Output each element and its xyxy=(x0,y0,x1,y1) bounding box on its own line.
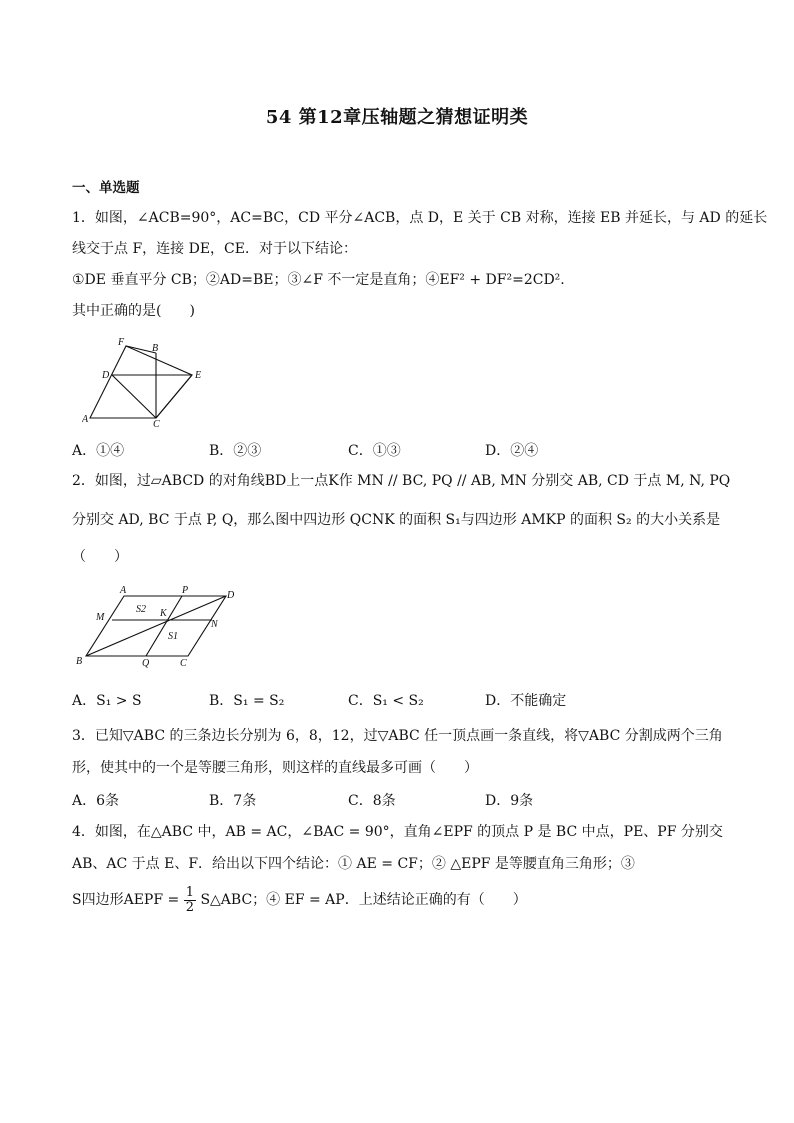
q1-line-4: 其中正确的是( ) xyxy=(72,303,195,319)
q1-label-d: D xyxy=(102,370,110,381)
q3-option-c: C．8条 xyxy=(348,793,396,809)
q2-label-c: C xyxy=(180,658,187,668)
q2-label-m: M xyxy=(96,612,105,623)
q1-label-b: B xyxy=(152,343,159,354)
q1-option-a: A．①④ xyxy=(72,443,125,459)
q4-fraction-numerator: 1 xyxy=(185,884,194,900)
q1-line-1: 1．如图，∠ACB=90°，AC=BC，CD 平分∠ACB，点 D，E 关于 CB 对称，连接 EB 并延长，与 AD 的延长 xyxy=(72,210,768,226)
q2-label-s1: S1 xyxy=(168,631,178,642)
q1-label-a: A xyxy=(82,414,89,425)
q2-line-3: （ ） xyxy=(72,549,128,565)
q4-line-3 xyxy=(72,884,527,916)
q4-line-2: AB、AC 于点 E、F．给出以下四个结论：① AE = CF；② △EPF 是等腰直角三角形；③ xyxy=(72,856,635,872)
section-heading: 一、单选题 xyxy=(72,180,140,196)
q1-label-e: E xyxy=(195,370,202,381)
q3-line-1: 3．已知▽ABC 的三条边长分别为 6，8，12，过▽ABC 任一顶点画一条直线，将▽ABC 分割成两个三角 xyxy=(72,728,723,744)
q2-label-q: Q xyxy=(142,658,150,668)
q1-line-3: ①DE 垂直平分 CB；②AD=BE；③∠F 不一定是直角；④EF² + DF²=2CD². xyxy=(72,272,565,288)
q1-option-c: C．①③ xyxy=(348,443,401,459)
q2-label-b: B xyxy=(76,656,83,667)
q1-figure xyxy=(82,336,212,428)
q3-option-b: B．7条 xyxy=(209,793,257,809)
q3-option-d: D．9条 xyxy=(485,793,534,809)
q2-option-a: A．S₁ > S xyxy=(72,693,142,709)
q4-fraction-denominator: 2 xyxy=(185,899,194,915)
page-title: 54 第12章压轴题之猜想证明类 xyxy=(265,107,529,128)
q2-option-b: B．S₁ = S₂ xyxy=(209,693,285,709)
q1-options xyxy=(72,440,722,460)
q3-line-2: 形，使其中的一个是等腰三角形，则这样的直线最多可画（ ） xyxy=(72,760,478,776)
q1-option-d: D．②④ xyxy=(485,443,539,459)
q2-option-c: C．S₁ < S₂ xyxy=(348,693,424,709)
q2-label-k: K xyxy=(160,608,167,619)
q1-option-b: B．②③ xyxy=(209,443,262,459)
q2-option-d: D．不能确定 xyxy=(485,693,567,709)
q3-options xyxy=(72,790,722,810)
q1-line-2: 线交于点 F，连接 DE，CE．对于以下结论： xyxy=(72,241,357,257)
q4-area-lhs: S四边形AEPF = xyxy=(72,892,180,908)
q2-label-d: D xyxy=(227,590,235,601)
q3-option-a: A．6条 xyxy=(72,793,120,809)
q1-label-c: C xyxy=(153,419,160,428)
q1-label-f: F xyxy=(118,337,125,348)
q2-line-2: 分别交 AD, BC 于点 P, Q，那么图中四边形 QCNK 的面积 S₁与四边形 AMKP 的面积 S₂ 的大小关系是 xyxy=(72,512,721,528)
q2-line-1: 2．如图，过▱ABCD 的对角线BD上一点K作 MN // BC, PQ // AB, MN 分别交 AB, CD 于点 M, N, PQ xyxy=(72,473,731,489)
q2-options xyxy=(72,690,722,710)
q4-fraction xyxy=(184,886,196,915)
q2-label-p: P xyxy=(182,585,189,596)
q4-line-1: 4．如图，在△ABC 中，AB = AC，∠BAC = 90°，直角∠EPF 的顶点 P 是 BC 中点，PE、PF 分别交 xyxy=(72,824,723,840)
q2-figure xyxy=(76,582,246,668)
q4-area-rhs: S△ABC；④ EF = AP．上述结论正确的有（ ） xyxy=(200,892,527,908)
q2-label-n: N xyxy=(211,619,218,630)
q2-label-a: A xyxy=(120,585,127,596)
q2-label-s2: S2 xyxy=(136,604,146,615)
